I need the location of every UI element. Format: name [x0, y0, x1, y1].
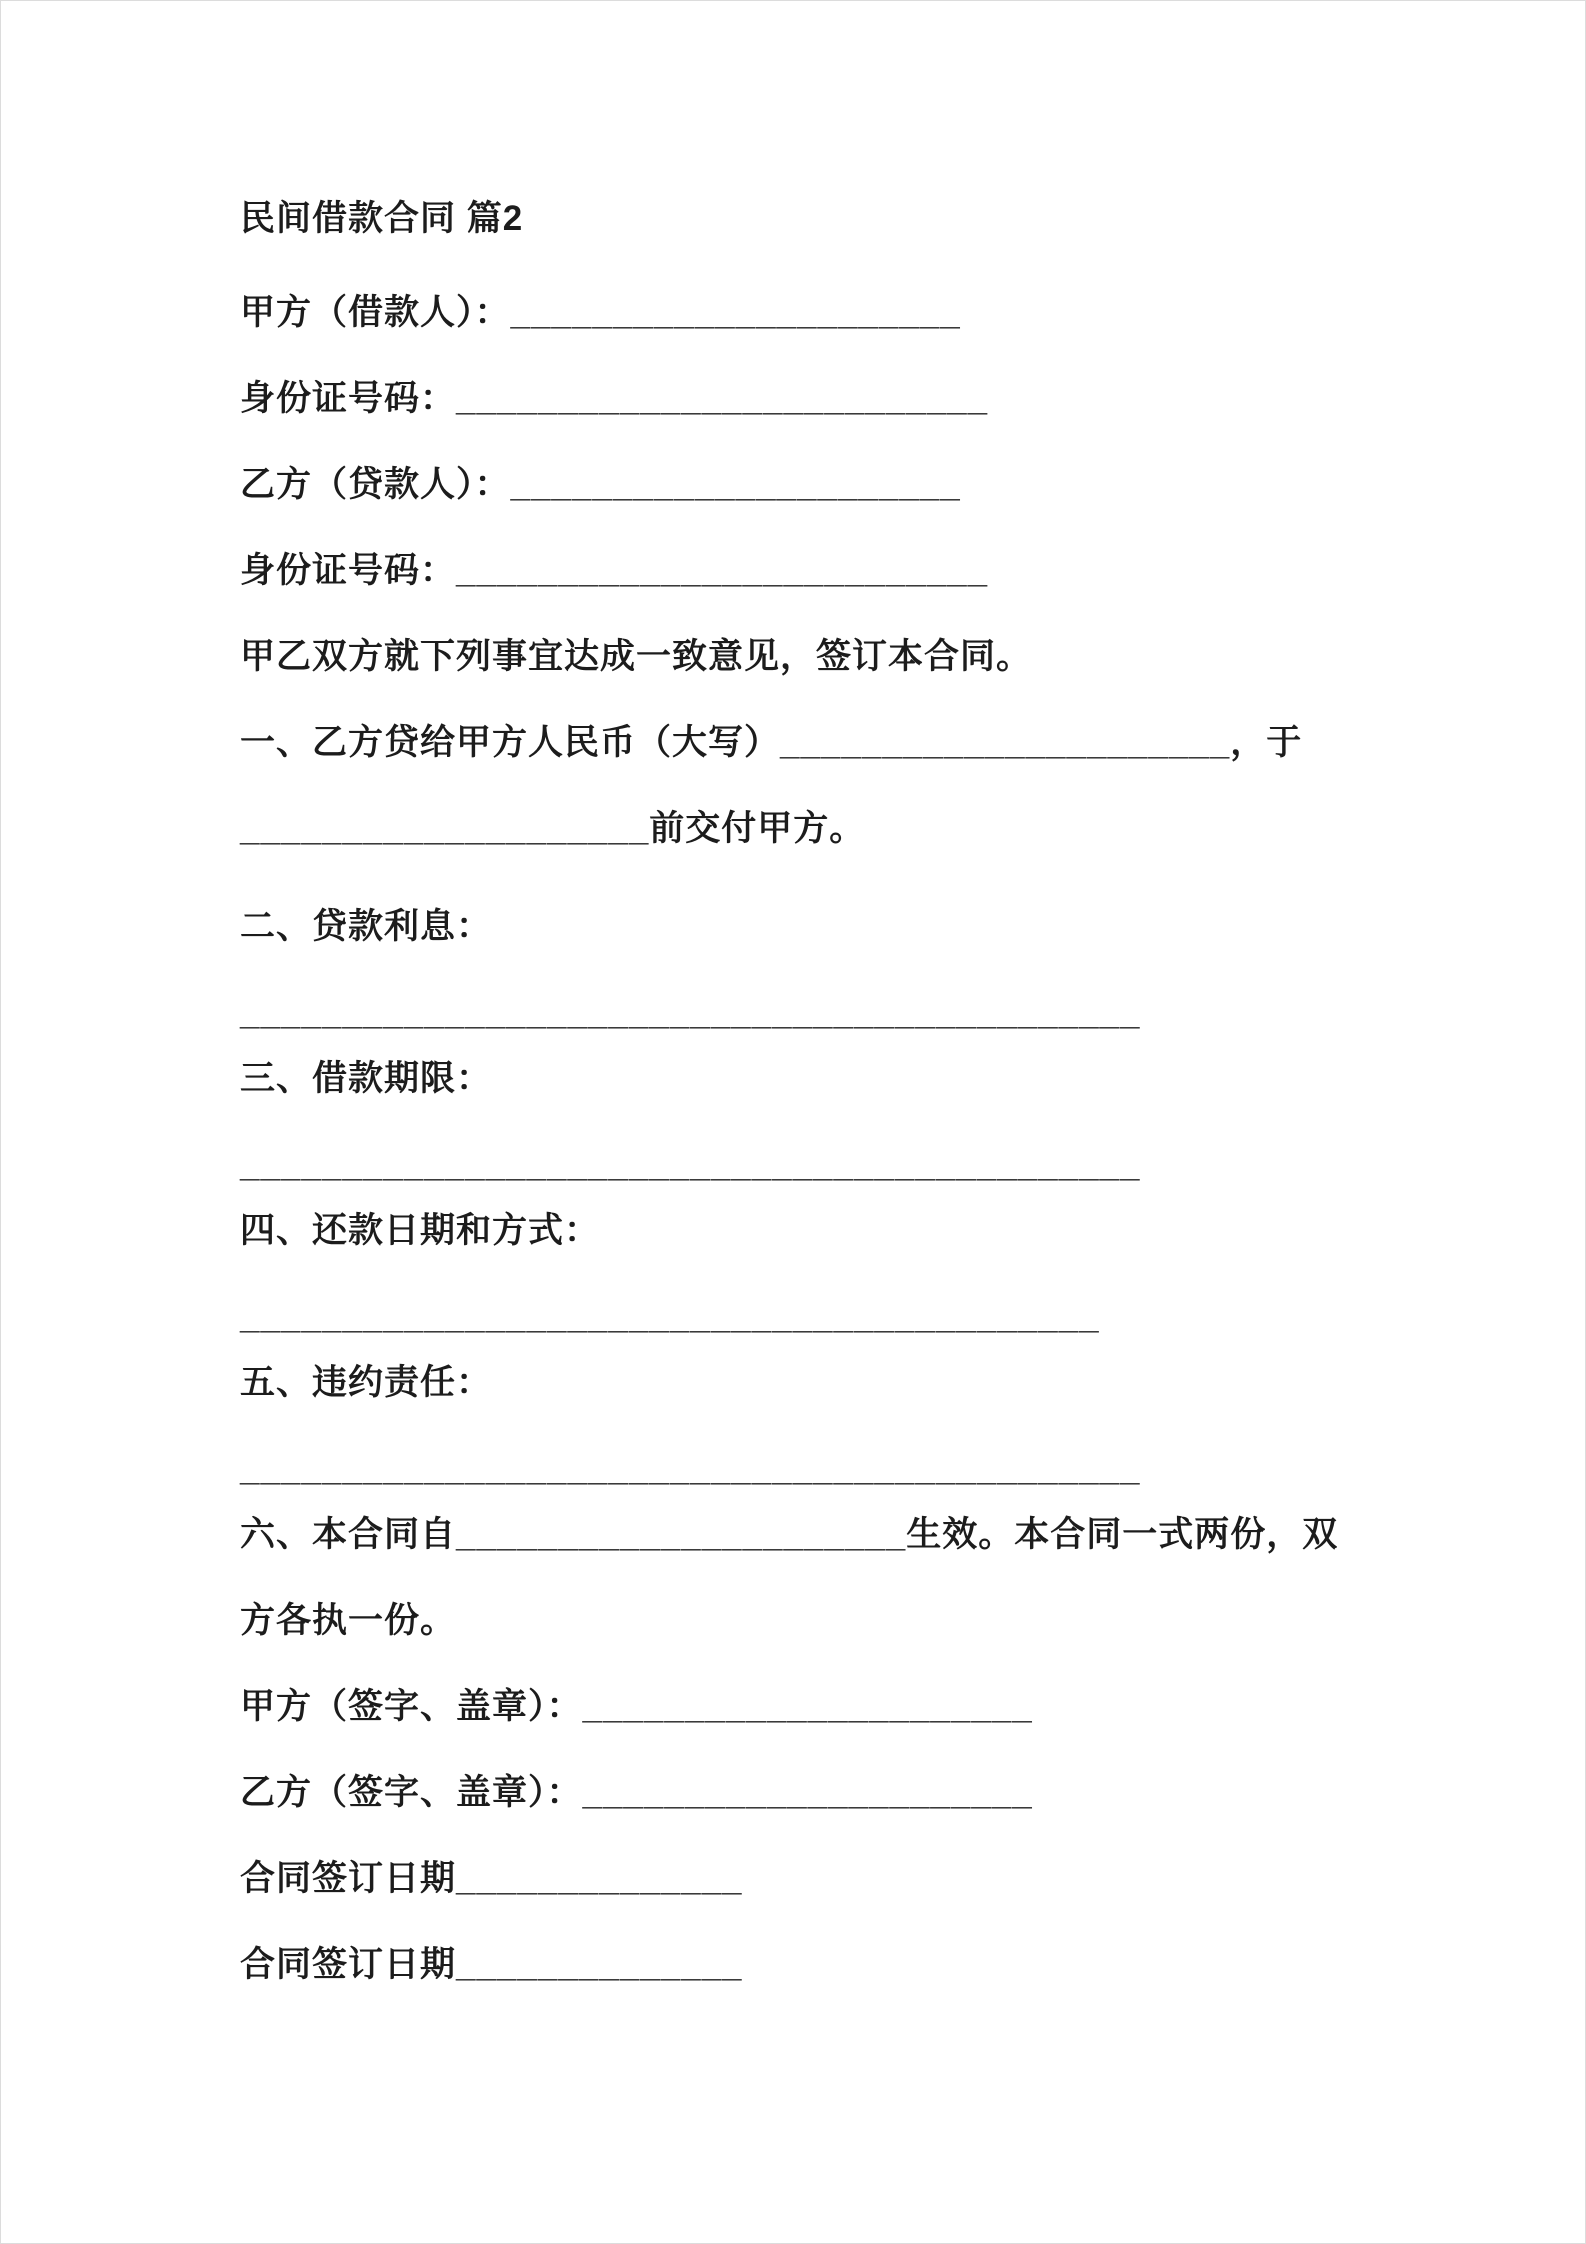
contract-line-date-1: 合同签订日期______________ [240, 1859, 743, 1898]
contract-line-preamble: 甲乙双方就下列事宜达成一致意见，签订本合同。 [240, 637, 1033, 676]
contract-line-clause-6-cont: 方各执一份。 [240, 1601, 457, 1640]
contract-line-party-a: 甲方（借款人）：______________________ [240, 293, 961, 332]
contract-blank-clause-2: ____________________________________________ [240, 993, 1141, 1032]
contract-line-party-b: 乙方（贷款人）：______________________ [240, 465, 961, 504]
contract-line-clause-4: 四、还款日期和方式： [240, 1211, 601, 1250]
contract-blank-clause-4: __________________________________________ [240, 1297, 1100, 1336]
contract-line-date-2: 合同签订日期______________ [240, 1945, 743, 1984]
contract-line-sign-b: 乙方（签字、盖章）：______________________ [240, 1773, 1033, 1812]
contract-line-clause-2: 二、贷款利息： [240, 907, 493, 946]
contract-blank-clause-3: ____________________________________________ [240, 1145, 1141, 1184]
contract-line-sign-a: 甲方（签字、盖章）：______________________ [240, 1687, 1033, 1726]
contract-line-id-b: 身份证号码：__________________________ [240, 551, 989, 590]
contract-line-clause-1: 一、乙方贷给甲方人民币（大写）______________________，于 [240, 723, 1303, 762]
contract-line-clause-5: 五、违约责任： [240, 1363, 493, 1402]
contract-line-clause-3: 三、借款期限： [240, 1059, 493, 1098]
contract-blank-clause-5: ____________________________________________ [240, 1449, 1141, 1488]
document-title: 民间借款合同 篇2 [240, 199, 524, 238]
contract-line-clause-6: 六、本合同自______________________生效。本合同一式两份，双 [240, 1515, 1339, 1554]
contract-line-clause-1-cont: ____________________前交付甲方。 [240, 809, 866, 848]
contract-line-id-a: 身份证号码：__________________________ [240, 379, 989, 418]
